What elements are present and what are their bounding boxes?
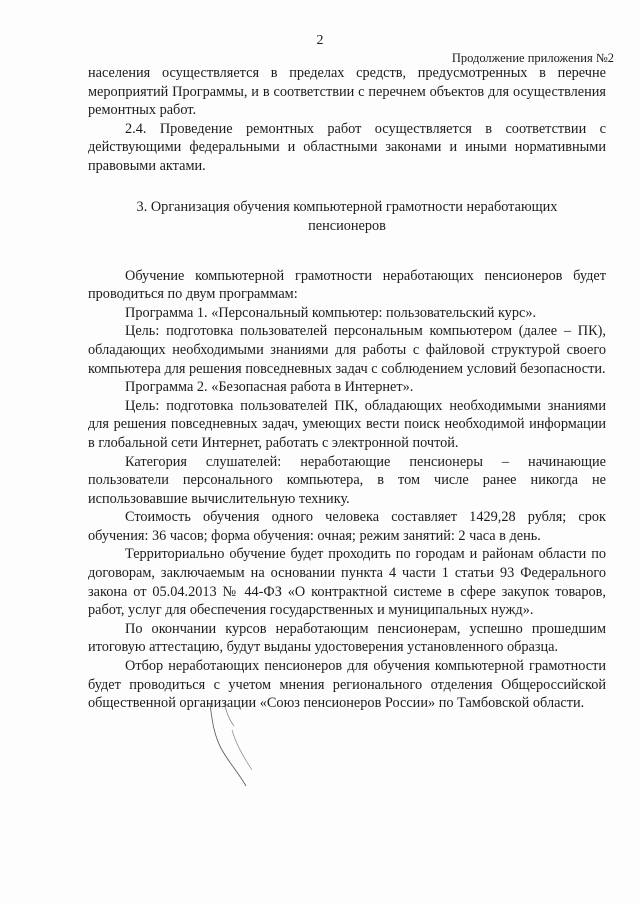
paragraph-intro: Обучение компьютерной грамотности неработающих пенсионеров будет проводиться по двум программам: [88,267,606,303]
document-body [88,64,606,713]
section-heading: 3. Организация обучения компьютерной грамотности неработающих пенсионеров [136,198,558,234]
paragraph-2-4: 2.4. Проведение ремонтных работ осуществляется в соответствии с действующими федеральными и областными законами и иными нормативными правовыми актами. [88,120,606,174]
paragraph-program-1-goal: Цель: подготовка пользователей персональным компьютером (далее – ПК), обладающих необходимыми знаниями для работы с файловой структурой своего компьютера для решения повседневных задач с соблюдением условий безопасности. [88,323,606,377]
paragraph-program-2-goal: Цель: подготовка пользователей ПК, обладающих необходимыми знаниями для решения повседневных задач, умеющих вести поиск необходимой информации в глобальной сети Интернет, работать с электронной почтой. [88,397,606,451]
paragraph-audience: Категория слушателей: неработающие пенсионеры – начинающие пользователи персонального компьютера, в том числе ранее никогда не использовавшие вычислительную технику. [88,453,606,507]
paragraph-cost: Стоимость обучения одного человека составляет 1429,28 рубля; срок обучения: 36 часов; форма обучения: очная; режим занятий: 2 часа в день. [88,509,606,544]
paragraph-continuation: населения осуществляется в пределах средств, предусмотренных в перечне мероприятий Программы, и в соответствии с перечнем объектов для осуществления ремонтных работ. [88,65,606,119]
paragraph-program-1: Программа 1. «Персональный компьютер: пользовательский курс». [125,304,537,321]
paragraph-program-2: Программа 2. «Безопасная работа в Интернет». [125,379,414,396]
paragraph-territory: Территориально обучение будет проходить по городам и районам области по договорам, заключаемым на основании пункта 4 части 1 статьи 93 Федерального закона от 05.04.2013 № 44-ФЗ «О контрактной системе в сфере закупок товаров, работ, услуг для обеспечения государственных и муниципальных нужд». [88,546,606,619]
handwritten-stroke-mark [204,700,264,790]
paragraph-certificates: По окончании курсов неработающим пенсионерам, успешно прошедшим итоговую аттестацию, будут выданы удостоверения установленного образца. [88,620,606,656]
page-number: 2 [316,33,324,48]
paragraph-selection: Отбор неработающих пенсионеров для обучения компьютерной грамотности будет проводиться с учетом мнения регионального отделения Общероссийской общественной организации «Союз пенсионеров России» по Тамбовской области. [88,658,606,712]
appendix-continuation-note: Продолжение приложения №2 [451,51,614,65]
